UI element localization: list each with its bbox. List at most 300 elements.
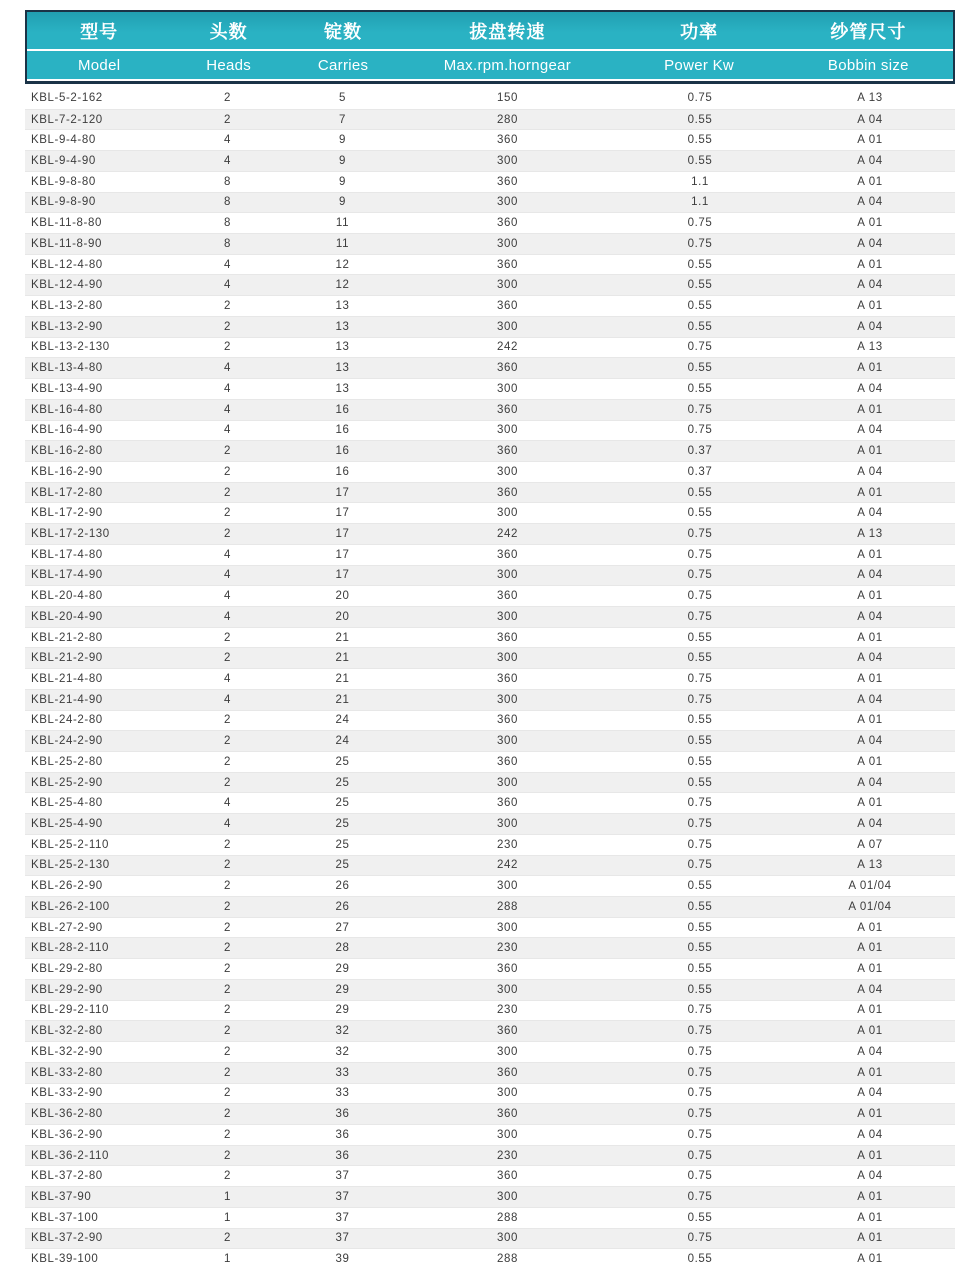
cell-carries: 37 [335, 1190, 350, 1203]
cell-bobbin: A 01 [857, 963, 883, 976]
cell-rpm: 288 [497, 1253, 518, 1266]
cell-bobbin: A 01 [857, 258, 883, 271]
cell-model: KBL-9-4-90 [31, 155, 96, 168]
cell-power: 0.55 [687, 900, 713, 913]
cell-bobbin: A 01/04 [848, 900, 892, 913]
cell-heads: 2 [224, 880, 231, 893]
cell-rpm: 300 [497, 983, 518, 996]
table-row [25, 420, 955, 441]
table-row [25, 1228, 955, 1249]
cell-bobbin: A 01 [857, 548, 883, 561]
cell-power: 0.75 [687, 1066, 713, 1079]
cell-heads: 2 [224, 527, 231, 540]
column-header-bobbin-zh: 纱管尺寸 [830, 21, 907, 42]
machine-spec-table [25, 10, 955, 1269]
table-row [25, 896, 955, 917]
cell-carries: 29 [335, 1004, 350, 1017]
cell-heads: 2 [224, 320, 231, 333]
cell-carries: 21 [335, 631, 350, 644]
cell-rpm: 300 [497, 382, 518, 395]
cell-heads: 4 [224, 279, 231, 292]
cell-model: KBL-37-2-90 [31, 1232, 103, 1245]
cell-model: KBL-26-2-90 [31, 880, 103, 893]
cell-carries: 24 [335, 735, 350, 748]
cell-model: KBL-32-2-90 [31, 1045, 103, 1058]
cell-bobbin: A 01 [857, 1066, 883, 1079]
cell-bobbin: A 01 [857, 590, 883, 603]
cell-model: KBL-13-4-90 [31, 382, 103, 395]
cell-carries: 25 [335, 818, 350, 831]
cell-rpm: 300 [497, 196, 518, 209]
cell-rpm: 300 [497, 652, 518, 665]
cell-heads: 4 [224, 569, 231, 582]
cell-model: KBL-11-8-90 [31, 237, 102, 250]
cell-model: KBL-25-4-90 [31, 818, 103, 831]
cell-bobbin: A 04 [857, 279, 883, 292]
column-header-model-zh: 型号 [80, 21, 119, 42]
cell-bobbin: A 04 [857, 237, 883, 250]
cell-power: 0.55 [687, 300, 713, 313]
cell-carries: 13 [335, 362, 350, 375]
table-row [25, 1186, 955, 1207]
cell-heads: 2 [224, 900, 231, 913]
cell-bobbin: A 13 [857, 527, 883, 540]
table-row [25, 544, 955, 565]
cell-bobbin: A 01 [857, 1004, 883, 1017]
cell-power: 0.55 [687, 983, 713, 996]
cell-power: 0.37 [687, 445, 713, 458]
cell-bobbin: A 01 [857, 1232, 883, 1245]
cell-power: 0.55 [687, 134, 713, 147]
cell-heads: 2 [224, 1004, 231, 1017]
cell-power: 0.75 [687, 859, 713, 872]
cell-power: 0.55 [687, 880, 713, 893]
cell-carries: 25 [335, 859, 350, 872]
cell-power: 0.55 [687, 258, 713, 271]
cell-rpm: 230 [497, 1149, 518, 1162]
cell-heads: 8 [224, 196, 231, 209]
cell-model: KBL-21-4-90 [31, 693, 103, 706]
cell-bobbin: A 01 [857, 942, 883, 955]
cell-power: 0.75 [687, 1190, 713, 1203]
cell-rpm: 300 [497, 1232, 518, 1245]
cell-carries: 36 [335, 1128, 350, 1141]
cell-power: 0.75 [687, 548, 713, 561]
cell-rpm: 360 [497, 134, 518, 147]
cell-carries: 32 [335, 1025, 350, 1038]
cell-power: 0.75 [687, 1004, 713, 1017]
cell-carries: 13 [335, 320, 350, 333]
table-row [25, 378, 955, 399]
cell-carries: 21 [335, 652, 350, 665]
cell-bobbin: A 04 [857, 196, 883, 209]
cell-bobbin: A 04 [857, 652, 883, 665]
cell-rpm: 150 [497, 92, 518, 105]
table-row [25, 502, 955, 523]
cell-model: KBL-12-4-80 [31, 258, 103, 271]
cell-bobbin: A 01 [857, 1025, 883, 1038]
table-row [25, 979, 955, 1000]
cell-power: 0.75 [687, 818, 713, 831]
cell-rpm: 242 [497, 859, 518, 872]
cell-heads: 2 [224, 631, 231, 644]
cell-heads: 1 [224, 1253, 231, 1266]
cell-bobbin: A 01 [857, 797, 883, 810]
table-row [25, 399, 955, 420]
column-header-carries-zh: 锭数 [324, 21, 363, 42]
cell-rpm: 360 [497, 672, 518, 685]
cell-model: KBL-37-100 [31, 1211, 99, 1224]
column-header-power-en: Power Kw [664, 56, 735, 74]
cell-bobbin: A 04 [857, 1170, 883, 1183]
cell-carries: 12 [335, 279, 350, 292]
cell-model: KBL-33-2-80 [31, 1066, 103, 1079]
cell-power: 0.55 [687, 507, 713, 520]
cell-model: KBL-37-90 [31, 1190, 92, 1203]
cell-heads: 2 [224, 1087, 231, 1100]
cell-bobbin: A 04 [857, 693, 883, 706]
table-row [25, 917, 955, 938]
cell-heads: 2 [224, 507, 231, 520]
cell-rpm: 360 [497, 258, 518, 271]
cell-heads: 8 [224, 175, 231, 188]
cell-carries: 7 [339, 113, 346, 126]
cell-heads: 2 [224, 921, 231, 934]
cell-power: 1.1 [691, 196, 709, 209]
table-row [25, 337, 955, 358]
cell-heads: 4 [224, 797, 231, 810]
header-row-chinese [27, 12, 953, 49]
cell-power: 0.75 [687, 424, 713, 437]
cell-carries: 11 [335, 237, 350, 250]
cell-model: KBL-25-2-130 [31, 859, 110, 872]
cell-carries: 29 [335, 963, 350, 976]
cell-model: KBL-13-2-80 [31, 300, 103, 313]
table-row [25, 1248, 955, 1269]
cell-model: KBL-21-2-80 [31, 631, 103, 644]
cell-bobbin: A 01 [857, 217, 883, 230]
cell-bobbin: A 01 [857, 755, 883, 768]
cell-heads: 2 [224, 113, 231, 126]
cell-carries: 17 [335, 527, 350, 540]
table-row [25, 875, 955, 896]
cell-heads: 2 [224, 341, 231, 354]
cell-power: 0.55 [687, 113, 713, 126]
cell-power: 0.75 [687, 672, 713, 685]
cell-power: 0.55 [687, 486, 713, 499]
cell-power: 0.75 [687, 569, 713, 582]
cell-bobbin: A 01 [857, 1190, 883, 1203]
table-row [25, 958, 955, 979]
cell-heads: 2 [224, 465, 231, 478]
cell-model: KBL-7-2-120 [31, 113, 103, 126]
cell-bobbin: A 01 [857, 1149, 883, 1162]
table-row [25, 482, 955, 503]
cell-model: KBL-21-4-80 [31, 672, 103, 685]
column-header-heads-en: Heads [206, 56, 252, 74]
cell-heads: 2 [224, 714, 231, 727]
cell-rpm: 300 [497, 320, 518, 333]
cell-rpm: 360 [497, 1108, 518, 1121]
table-row [25, 1103, 955, 1124]
cell-rpm: 288 [497, 900, 518, 913]
cell-rpm: 300 [497, 507, 518, 520]
cell-rpm: 300 [497, 880, 518, 893]
cell-power: 0.75 [687, 237, 713, 250]
table-row [25, 109, 955, 130]
table-row [25, 274, 955, 295]
cell-heads: 4 [224, 693, 231, 706]
cell-bobbin: A 01 [857, 1211, 883, 1224]
cell-rpm: 300 [497, 1045, 518, 1058]
cell-rpm: 300 [497, 465, 518, 478]
cell-model: KBL-12-4-90 [31, 279, 103, 292]
cell-power: 0.55 [687, 652, 713, 665]
table-row [25, 792, 955, 813]
cell-bobbin: A 01 [857, 1108, 883, 1121]
cell-carries: 37 [335, 1170, 350, 1183]
cell-carries: 9 [339, 134, 346, 147]
cell-heads: 2 [224, 942, 231, 955]
cell-bobbin: A 13 [857, 341, 883, 354]
cell-power: 0.55 [687, 631, 713, 644]
cell-carries: 9 [339, 155, 346, 168]
cell-heads: 2 [224, 445, 231, 458]
table-header [25, 10, 955, 84]
table-row [25, 316, 955, 337]
cell-bobbin: A 04 [857, 610, 883, 623]
cell-heads: 4 [224, 258, 231, 271]
cell-carries: 16 [335, 424, 350, 437]
cell-rpm: 360 [497, 217, 518, 230]
cell-model: KBL-29-2-80 [31, 963, 103, 976]
cell-heads: 2 [224, 735, 231, 748]
cell-carries: 25 [335, 755, 350, 768]
cell-rpm: 300 [497, 569, 518, 582]
cell-bobbin: A 04 [857, 465, 883, 478]
cell-model: KBL-9-8-80 [31, 175, 96, 188]
cell-heads: 2 [224, 1170, 231, 1183]
cell-model: KBL-16-4-80 [31, 403, 103, 416]
column-header-bobbin-en: Bobbin size [827, 56, 909, 74]
cell-rpm: 360 [497, 1170, 518, 1183]
cell-carries: 24 [335, 714, 350, 727]
table-row [25, 461, 955, 482]
cell-rpm: 300 [497, 1190, 518, 1203]
cell-carries: 16 [335, 445, 350, 458]
cell-heads: 2 [224, 983, 231, 996]
cell-rpm: 360 [497, 175, 518, 188]
table-row [25, 606, 955, 627]
cell-heads: 4 [224, 382, 231, 395]
table-row [25, 440, 955, 461]
table-row [25, 834, 955, 855]
cell-rpm: 300 [497, 279, 518, 292]
cell-model: KBL-39-100 [31, 1253, 99, 1266]
cell-rpm: 230 [497, 942, 518, 955]
cell-carries: 37 [335, 1232, 350, 1245]
cell-bobbin: A 01 [857, 486, 883, 499]
table-row [25, 751, 955, 772]
column-header-rpm-zh: 拔盘转速 [469, 21, 546, 42]
cell-power: 0.55 [687, 755, 713, 768]
table-row [25, 254, 955, 275]
cell-bobbin: A 01 [857, 175, 883, 188]
cell-power: 0.55 [687, 963, 713, 976]
cell-power: 0.55 [687, 921, 713, 934]
table-row [25, 129, 955, 150]
cell-carries: 27 [335, 921, 350, 934]
cell-bobbin: A 04 [857, 818, 883, 831]
cell-rpm: 360 [497, 362, 518, 375]
cell-power: 0.75 [687, 92, 713, 105]
cell-power: 0.75 [687, 610, 713, 623]
cell-model: KBL-25-4-80 [31, 797, 103, 810]
cell-rpm: 360 [497, 1066, 518, 1079]
cell-model: KBL-36-2-80 [31, 1108, 103, 1121]
cell-heads: 8 [224, 237, 231, 250]
cell-power: 0.55 [687, 320, 713, 333]
cell-rpm: 360 [497, 300, 518, 313]
cell-power: 0.75 [687, 1232, 713, 1245]
cell-heads: 4 [224, 818, 231, 831]
cell-heads: 2 [224, 652, 231, 665]
cell-rpm: 300 [497, 1087, 518, 1100]
table-row [25, 627, 955, 648]
column-header-heads-zh: 头数 [209, 21, 248, 42]
cell-power: 0.55 [687, 735, 713, 748]
table-row [25, 357, 955, 378]
cell-power: 0.75 [687, 1170, 713, 1183]
table-row [25, 689, 955, 710]
cell-carries: 20 [335, 590, 350, 603]
cell-model: KBL-16-4-90 [31, 424, 103, 437]
cell-rpm: 360 [497, 403, 518, 416]
cell-bobbin: A 04 [857, 776, 883, 789]
cell-model: KBL-13-4-80 [31, 362, 103, 375]
cell-power: 0.75 [687, 341, 713, 354]
cell-carries: 25 [335, 838, 350, 851]
cell-heads: 1 [224, 1190, 231, 1203]
table-row [25, 150, 955, 171]
table-row [25, 1083, 955, 1104]
cell-bobbin: A 01 [857, 921, 883, 934]
cell-power: 0.75 [687, 1149, 713, 1162]
cell-bobbin: A 01 [857, 714, 883, 727]
cell-carries: 17 [335, 507, 350, 520]
cell-model: KBL-25-2-90 [31, 776, 103, 789]
cell-power: 0.55 [687, 776, 713, 789]
cell-carries: 36 [335, 1108, 350, 1121]
cell-heads: 2 [224, 1232, 231, 1245]
cell-model: KBL-5-2-162 [31, 92, 103, 105]
cell-heads: 4 [224, 134, 231, 147]
table-row [25, 1145, 955, 1166]
cell-carries: 9 [339, 196, 346, 209]
column-header-model-en: Model [78, 56, 121, 74]
cell-model: KBL-11-8-80 [31, 217, 102, 230]
cell-bobbin: A 01 [857, 445, 883, 458]
cell-power: 0.55 [687, 1253, 713, 1266]
cell-heads: 2 [224, 300, 231, 313]
cell-power: 0.75 [687, 403, 713, 416]
table-row [25, 1207, 955, 1228]
cell-power: 0.75 [687, 527, 713, 540]
cell-model: KBL-17-2-90 [31, 507, 103, 520]
table-row [25, 1020, 955, 1041]
cell-model: KBL-9-8-90 [31, 196, 96, 209]
cell-rpm: 242 [497, 527, 518, 540]
cell-carries: 37 [335, 1211, 350, 1224]
table-row [25, 233, 955, 254]
cell-heads: 2 [224, 838, 231, 851]
cell-model: KBL-26-2-100 [31, 900, 110, 913]
cell-carries: 17 [335, 486, 350, 499]
table-row [25, 1000, 955, 1021]
cell-bobbin: A 04 [857, 382, 883, 395]
cell-bobbin: A 01 [857, 672, 883, 685]
cell-heads: 2 [224, 92, 231, 105]
cell-model: KBL-13-2-130 [31, 341, 110, 354]
cell-power: 0.75 [687, 1128, 713, 1141]
cell-heads: 2 [224, 1066, 231, 1079]
table-row [25, 88, 955, 109]
cell-rpm: 300 [497, 693, 518, 706]
table-row [25, 585, 955, 606]
cell-bobbin: A 01 [857, 1253, 883, 1266]
cell-model: KBL-29-2-90 [31, 983, 103, 996]
cell-carries: 9 [339, 175, 346, 188]
cell-model: KBL-17-2-130 [31, 527, 110, 540]
cell-heads: 2 [224, 776, 231, 789]
cell-rpm: 230 [497, 1004, 518, 1017]
cell-bobbin: A 04 [857, 507, 883, 520]
cell-model: KBL-21-2-90 [31, 652, 103, 665]
cell-heads: 2 [224, 1128, 231, 1141]
cell-bobbin: A 04 [857, 569, 883, 582]
table-row [25, 295, 955, 316]
cell-power: 0.55 [687, 1211, 713, 1224]
cell-power: 0.55 [687, 155, 713, 168]
cell-heads: 4 [224, 590, 231, 603]
cell-heads: 4 [224, 548, 231, 561]
cell-rpm: 300 [497, 1128, 518, 1141]
cell-power: 0.75 [687, 797, 713, 810]
cell-bobbin: A 04 [857, 983, 883, 996]
cell-carries: 17 [335, 548, 350, 561]
cell-carries: 11 [335, 217, 350, 230]
cell-power: 0.75 [687, 693, 713, 706]
cell-rpm: 300 [497, 776, 518, 789]
cell-rpm: 230 [497, 838, 518, 851]
table-row [25, 523, 955, 544]
cell-heads: 4 [224, 424, 231, 437]
cell-bobbin: A 01 [857, 134, 883, 147]
cell-model: KBL-24-2-80 [31, 714, 103, 727]
cell-heads: 2 [224, 1025, 231, 1038]
cell-model: KBL-16-2-80 [31, 445, 103, 458]
cell-heads: 2 [224, 755, 231, 768]
column-header-carries-en: Carries [317, 56, 369, 74]
table-row [25, 1041, 955, 1062]
column-header-power-zh: 功率 [680, 21, 719, 42]
cell-rpm: 242 [497, 341, 518, 354]
cell-heads: 2 [224, 1108, 231, 1121]
table-row [25, 813, 955, 834]
cell-rpm: 360 [497, 1025, 518, 1038]
cell-power: 0.75 [687, 1087, 713, 1100]
cell-rpm: 300 [497, 155, 518, 168]
